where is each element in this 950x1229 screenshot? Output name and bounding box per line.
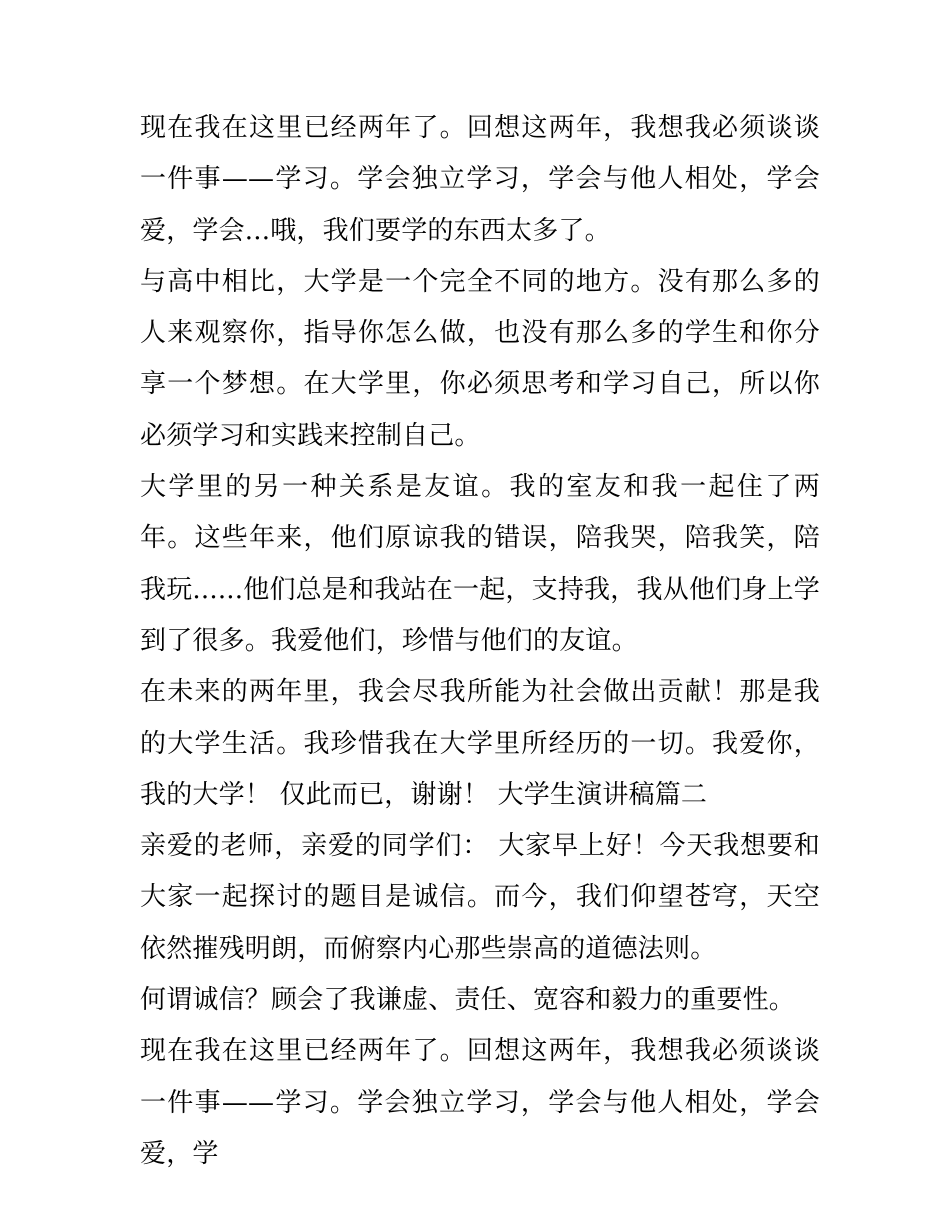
document-body bbox=[140, 103, 820, 1180]
paragraph-2: 与高中相比，大学是一个完全不同的地方。没有那么多的人来观察你，指导你怎么做，也没有那么多的学生和你分享一个梦想。在大学里，你必须思考和学习自己，所以你必须学习和实践来控制自己。 bbox=[140, 266, 820, 451]
paragraph-1: 现在我在这里已经两年了。回想这两年，我想我必须谈谈一件事——学习。学会独立学习，学会与他人相处，学会爱，学会...哦，我们要学的东西太多了。 bbox=[140, 113, 820, 246]
paragraph-4: 在未来的两年里，我会尽我所能为社会做出贡献！那是我的大学生活。我珍惜我在大学里所经历的一切。我爱你，我的大学！ 仅此而已，谢谢！ 大学生演讲稿篇二 bbox=[140, 677, 820, 810]
paragraph-7: 现在我在这里已经两年了。回想这两年，我想我必须谈谈一件事——学习。学会独立学习，学会与他人相处，学会爱，学 bbox=[140, 1036, 820, 1169]
paragraph-5: 亲爱的老师，亲爱的同学们： 大家早上好！今天我想要和大家一起探讨的题目是诚信。而今，我们仰望苍穹，天空依然摧残明朗，而俯察内心那些崇高的道德法则。 bbox=[140, 831, 820, 964]
paragraph-6: 何谓诚信？顾会了我谦虚、责任、宽容和毅力的重要性。 bbox=[140, 985, 796, 1016]
paragraph-3: 大学里的另一种关系是友谊。我的室友和我一起住了两年。这些年来，他们原谅我的错误，陪我哭，陪我笑，陪我玩......他们总是和我站在一起，支持我，我从他们身上学到了很多。我爱他们，珍惜与他们的友谊。 bbox=[140, 472, 820, 656]
